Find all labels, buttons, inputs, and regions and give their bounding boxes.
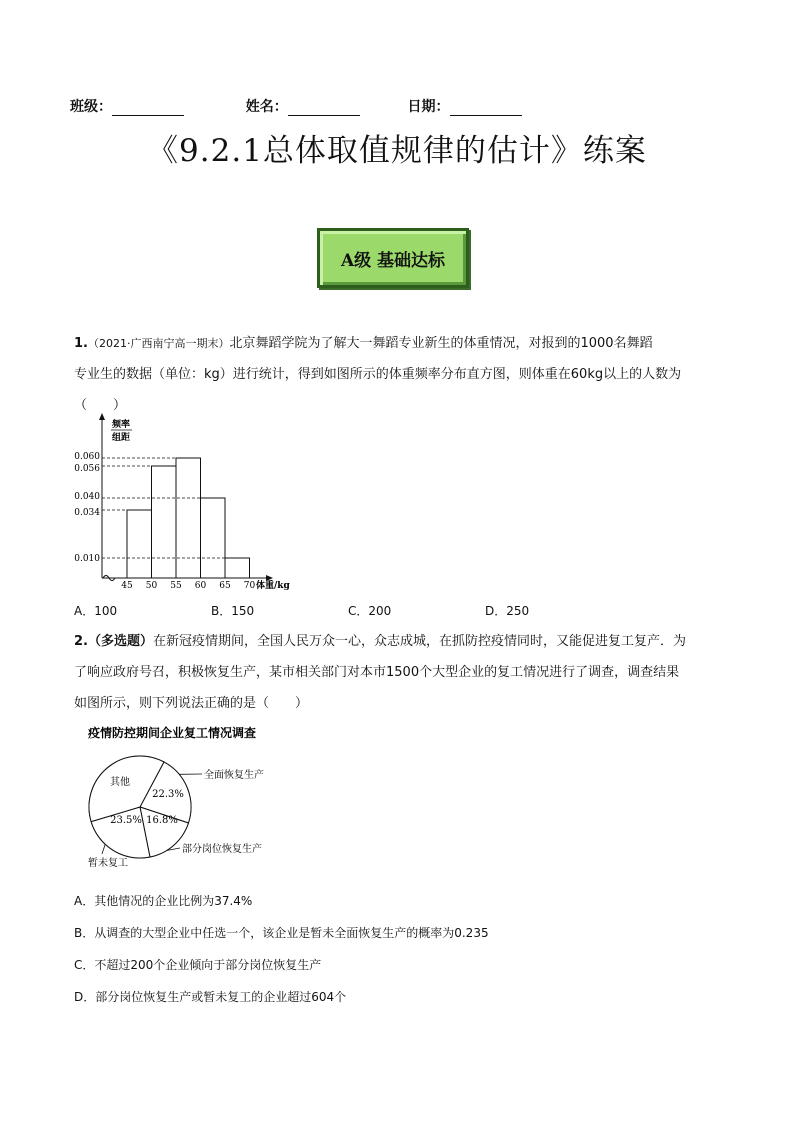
q1-text-line1: 北京舞蹈学院为了解大一舞蹈专业新生的体重情况，对报到的1000名舞蹈	[229, 336, 653, 351]
q2-tag: （多选题）	[87, 634, 153, 649]
header-info	[70, 96, 522, 116]
q1-option-c[interactable]: C．200	[348, 604, 392, 618]
histogram-bar-4	[201, 498, 226, 578]
q1-option-d[interactable]: D．250	[485, 604, 530, 618]
pie-title: 疫情防控期间企业复工情况调查	[88, 726, 257, 740]
q2-option-d[interactable]: D．部分岗位恢复生产或暂未复工的企业超过604个	[74, 990, 347, 1004]
callout-label-2: 部分岗位恢复生产	[182, 844, 262, 855]
x-tick-label-50: 50	[145, 581, 158, 591]
pie-slice-label-2: 16.8%	[146, 815, 178, 826]
pie-slice-label-3: 23.5%	[110, 815, 142, 826]
histogram-bar-1	[127, 510, 152, 578]
x-tick-label-60: 60	[194, 581, 207, 591]
class-label: 班级：	[70, 99, 112, 115]
pie-chart	[80, 722, 290, 872]
q2-text-line3: 如图所示，则下列说法正确的是（ ）	[74, 696, 309, 711]
callout-label-3: 暂未复工	[88, 858, 128, 869]
q2-option-c[interactable]: C．不超过200个企业倾向于部分岗位恢复生产	[74, 958, 322, 972]
date-label: 日期：	[407, 99, 450, 115]
y-label-bottom: 组距	[112, 433, 131, 443]
y-tick-label-0.060: 0.060	[74, 452, 100, 462]
q1-text-line3: （ ）	[74, 398, 127, 413]
q2-option-b[interactable]: B．从调查的大型企业中任选一个，该企业是暂未全面恢复生产的概率为0.235	[74, 926, 489, 940]
y-label-top: 频率	[112, 420, 131, 430]
pie-slice-label-1: 22.3%	[152, 789, 184, 800]
y-axis-arrow	[99, 413, 105, 420]
q2-text-line2: 了响应政府号召，积极恢复生产，某市相关部门对本市1500个大型企业的复工情况进行了调查，调查结果	[74, 665, 680, 680]
callout-label-1: 全面恢复生产	[204, 770, 264, 781]
y-tick-label-0.040: 0.040	[74, 492, 100, 502]
y-tick-label-0.034: 0.034	[74, 508, 100, 518]
y-tick-label-0.010: 0.010	[74, 554, 100, 564]
question-1	[74, 328, 724, 421]
level-badge	[317, 228, 469, 288]
q2-text-line1: 在新冠疫情期间，全国人民万众一心，众志成城，在抓防控疫情同时，又能促进复工复产．为	[153, 634, 687, 649]
x-tick-label-45: 45	[121, 581, 133, 591]
pie-slice-label-4: 其他	[110, 777, 130, 788]
q1-option-a[interactable]: A．100	[74, 604, 118, 618]
x-tick-label-70: 70	[243, 581, 256, 591]
class-field[interactable]	[112, 99, 184, 116]
histogram-chart	[70, 413, 300, 591]
x-tick-label-55: 55	[170, 581, 182, 591]
callout-line-3	[102, 844, 105, 854]
q2-number: 2.	[74, 634, 88, 649]
q1-number: 1.	[74, 336, 88, 351]
histogram-bar-3	[176, 458, 201, 578]
question-2	[74, 626, 724, 719]
q1-option-b[interactable]: B．150	[211, 604, 255, 618]
y-tick-label-0.056: 0.056	[74, 464, 100, 474]
level-badge-label: A级 基础达标	[340, 250, 446, 271]
q1-source: （2021·广西南宁高一期末）	[87, 337, 230, 350]
histogram-bar-2	[152, 466, 177, 578]
name-label: 姓名：	[245, 99, 288, 115]
q1-text-line2: 专业生的数据（单位：kg）进行统计，得到如图所示的体重频率分布直方图，则体重在60kg以上的人数为	[74, 367, 682, 382]
q2-option-a[interactable]: A．其他情况的企业比例为37.4%	[74, 894, 253, 908]
name-field[interactable]	[288, 99, 360, 116]
histogram-bar-5	[225, 558, 250, 578]
page-title: 《9.2.1总体取值规律的估计》练案	[147, 133, 647, 169]
date-field[interactable]	[450, 99, 522, 116]
x-tick-label-65: 65	[219, 581, 231, 591]
x-axis-label: 体重/kg	[256, 581, 290, 591]
